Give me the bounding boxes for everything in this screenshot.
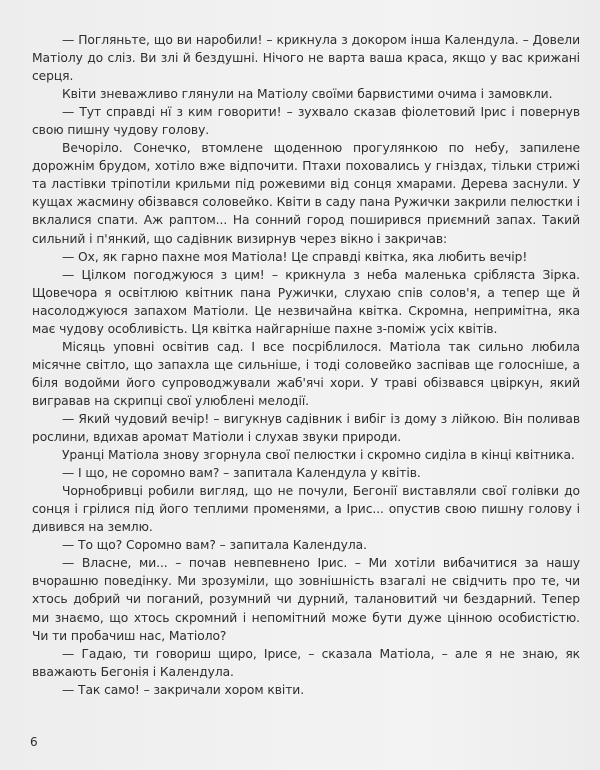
paragraph: Місяць уповні освітив сад. І все посріблилося. Матіола так сильно любила місячне світло, що запахла ще сильніше, і тоді соловейко заспівав ще голосніше, а біля водойми його супроводжували жаб'ячі хори. У траві обізвався цвіркун, який вигравав на скрипці свої улюблені мелодії. [32, 339, 580, 408]
paragraph: Чорнобривці робили вигляд, що не почули, Бегонії виставляли свої голівки до сонця і грілися під його теплими променями, а Ірис... опустив свою пишну голову і дивився на землю. [32, 484, 580, 535]
paragraph: — Власне, ми... – почав невпевнено Ірис. – Ми хотіли вибачитися за нашу вчорашню поведінку. Ми зрозуміли, що зовнішність взагалі не свідчить про те, чи хтось добрий чи поганий, розумний чи дурний, талановитий чи бездарний. Тепер ми знаємо, що хтось скромний і непомітний може бути дуже цінною особистістю. Чи ти пробачиш нас, Матіоло? [32, 556, 580, 643]
paragraph: Вечоріло. Сонечко, втомлене щоденною прогулянкою по небу, запилене дорожнім брудом, хотіло вже відпочити. Птахи поховались у гніздах, тільки стрижі та ластівки тріпотіли крильми під рожевими від сонця хмарами. Дерева заснули. У кущах жасмину обізвався соловейко. Квіти в саду пана Ружички закрили пелюстки і вклалися спати. Аж раптом... На сонний город поширився приємний запах. Такий сильний і п'янкий, що садівник визирнув через вікно і закричав: [32, 141, 580, 246]
paragraph: Квіти зневажливо глянули на Матіолу своїми барвистими очима і замовкли. [62, 87, 553, 102]
paragraph: — І що, не соромно вам? – запитала Календула у квітів. [62, 466, 421, 481]
paragraph: — Який чудовий вечір! – вигукнув садівник і вибіг із дому з лійкою. Він поливав рослини, вдихав аромат Матіоли і слухав звуки природи. [32, 411, 580, 445]
paragraph: — Погляньте, що ви наробили! – крикнула з докором інша Календула. – Довели Матіолу до сліз. Ви злі й бездушні. Нічого не варта ваша краса, якщо у вас крижані серця. [32, 33, 580, 84]
paragraph: — Тут справді нї з ким говорити! – зухвало сказав фіолетовий Ірис і повернув свою пишну чудову голову. [32, 105, 580, 138]
paragraph: — Так само! – закричали хором квіти. [62, 682, 305, 697]
paragraph: — Ох, як гарно пахне моя Матіола! Це справді квітка, яка любить вечір! [62, 249, 528, 264]
paragraph: Уранці Матіола знову згорнула свої пелюстки і скромно сиділа в кінці квітника. [62, 448, 575, 463]
paragraph: — То що? Соромно вам? – запитала Календула. [62, 538, 367, 553]
story-text [32, 31, 580, 699]
paragraph: — Цілком погоджуюся з цим! – крикнула з неба маленька срібляста Зірка. Щовечора я освітлюю квітник пана Ружички, слухаю спів солов'я, а тепер ще й насолоджуюся запахом Матіоли. Це незвичайна квітка. Скромна, непримітна, яка має чудову особливість. Ця квітка найгарніше пахне з-поміж усіх квітів. [32, 267, 580, 336]
paragraph: — Гадаю, ти говориш щиро, Ірисе, – сказала Матіола, – але я не знаю, як вважають Бегонія і Календула. [32, 646, 580, 679]
page-number: 6 [30, 735, 38, 749]
